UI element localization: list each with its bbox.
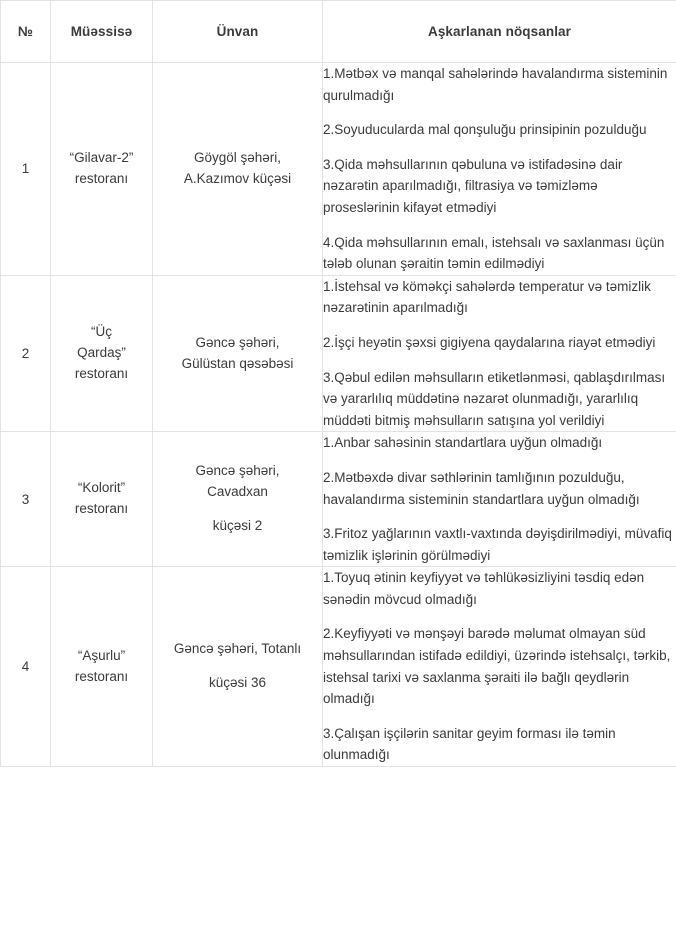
table-head: [1, 1, 676, 63]
defect-item: 1.Toyuq ətinin keyfiyyət və təhlükəsizliyini təsdiq edən sənədin mövcud olmadığı: [323, 570, 645, 607]
table-row: [1, 275, 676, 432]
row-address: Gəncə şəhəri, Totanlı küçəsi 36: [153, 567, 323, 767]
table-row: [1, 432, 676, 567]
defect-item: 1.Anbar sahəsinin standartlara uyğun olmadığı: [323, 435, 603, 451]
row-entity: “Aşurlu” restoranı: [51, 567, 153, 767]
table-row: [1, 567, 676, 767]
defect-item: 3.Qəbul edilən məhsulların etiketlənməsi, qablaşdırılması və yararlılıq müddətinə nəzarət olunmadığı, yararlılıq müddəti bitmiş məhsulların satışına yol verildiyi: [323, 369, 666, 428]
defect-item: 2.Soyuducularda mal qonşuluğu prinsipinin pozulduğu: [323, 122, 647, 138]
row-number: 2: [1, 275, 51, 432]
row-address: Gəncə şəhəri, Gülüstan qəsəbəsi: [153, 275, 323, 432]
column-header-no: №: [1, 1, 51, 63]
defect-item: 2.Keyfiyyəti və mənşəyi barədə məlumat olmayan süd məhsullarından istifadə edildiyi, üzərində istehsalçı, tərkib, istehsal tarixi və saxlanma şəraiti ilə bağlı qeydlərin olmadığı: [323, 626, 671, 707]
defect-item: 3.Fritoz yağlarının vaxtlı-vaxtında dəyişdirilmədiyi, müvafiq təmizlik işlərinin görülmədiyi: [323, 526, 672, 563]
defect-item: 1.İstehsal və köməkçi sahələrdə temperatur və təmizlik nəzarətinin aparılmadığı: [323, 278, 651, 316]
table-body: [1, 63, 676, 767]
row-address: Göygöl şəhəri, A.Kazımov küçəsi: [153, 63, 323, 276]
defect-item: 2.İşçi heyətin şəxsi gigiyena qaydalarına riayət etmədiyi: [323, 334, 656, 350]
table-row: [1, 63, 676, 276]
defect-item: 3.Qida məhsullarının qəbuluna və istifadəsinə dair nəzarətin aparılmadığı, filtrasiya və təmizləmə proseslərinin kifayət etmədiyi: [323, 156, 623, 215]
defect-item: 2.Mətbəxdə divar səthlərinin tamlığının pozulduğu, havalandırma sisteminin standartlara uyğun olmadığı: [323, 469, 640, 507]
row-defects: [323, 275, 676, 432]
row-address: Gəncə şəhəri, Cavadxan küçəsi 2: [153, 432, 323, 567]
row-defects: [323, 432, 676, 567]
row-number: 4: [1, 567, 51, 767]
row-defects: [323, 567, 676, 767]
row-entity: “Gilavar-2” restoranı: [51, 63, 153, 276]
column-header-entity: Müəssisə: [51, 1, 153, 63]
defect-item: 4.Qida məhsullarının emalı, istehsalı və saxlanması üçün tələb olunan şəraitin təmin edilmədiyi: [323, 234, 665, 272]
row-number: 3: [1, 432, 51, 567]
defect-item: 1.Mətbəx və manqal sahələrində havalandırma sisteminin qurulmadığı: [323, 66, 668, 103]
row-entity: “Kolorit” restoranı: [51, 432, 153, 567]
row-defects: [323, 63, 676, 276]
row-number: 1: [1, 63, 51, 276]
column-header-address: Ünvan: [153, 1, 323, 63]
column-header-defects: Aşkarlanan nöqsanlar: [323, 1, 676, 63]
row-entity: “Üç Qardaş” restoranı: [51, 275, 153, 432]
table-header-row: [1, 1, 676, 63]
defect-item: 3.Çalışan işçilərin sanitar geyim forması ilə təmin olunmadığı: [323, 725, 616, 763]
